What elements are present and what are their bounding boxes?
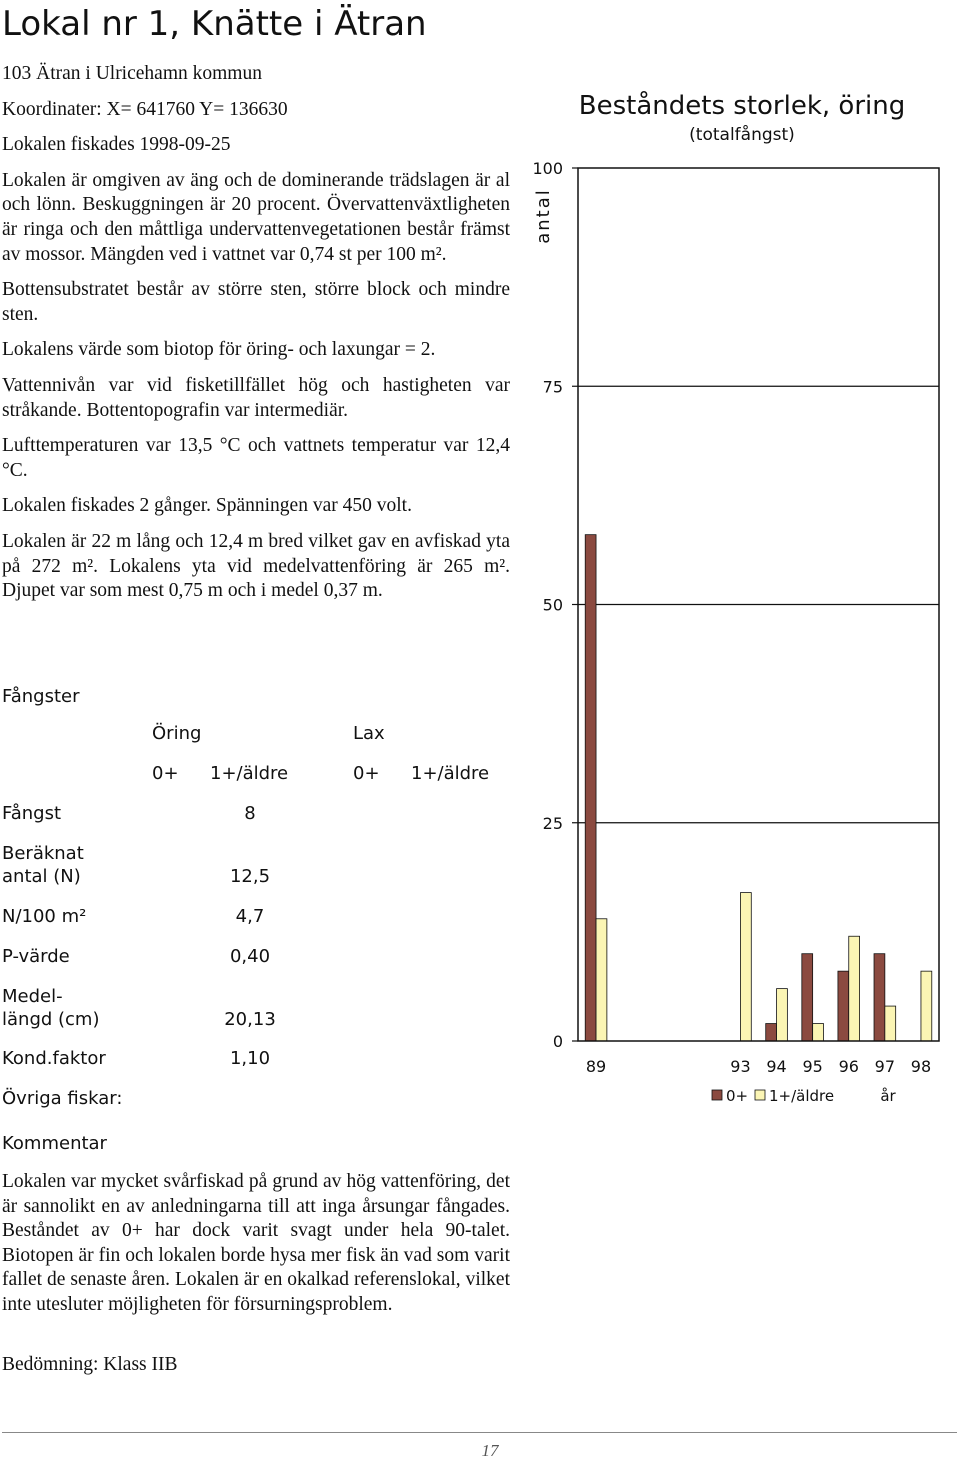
biotope-value-text: Lokalens värde som biotop för öring- och laxungar = 2. — [2, 339, 436, 361]
site-name: 103 Ätran i Ulricehamn kommun — [2, 63, 262, 84]
bar-93-series-1 — [740, 893, 751, 1041]
substrate-text: Bottensubstratet består av större sten, större block och mindre sten. — [2, 279, 510, 325]
row-label-density: N/100 m² — [2, 906, 87, 927]
page-number: 17 — [481, 1441, 499, 1460]
row-label-mean-length-line1: Medel- — [2, 986, 63, 1007]
other-fish-label: Övriga fiskar: — [2, 1088, 123, 1109]
y-tick-label-25: 25 — [542, 813, 563, 833]
site-description — [2, 62, 510, 615]
water-level-text: Vattennivån var vid fisketillfället hög och hastigheten var stråkande. Bottentopografin var intermediär. — [2, 374, 510, 421]
catches-heading: Fångster — [2, 686, 80, 707]
value-catch: 8 — [244, 803, 256, 824]
page-title: Lokal nr 1, Knätte i Ätran — [2, 4, 427, 44]
value-condition-factor: 1,10 — [229, 1048, 271, 1069]
value-density: 4,7 — [235, 906, 265, 927]
bar-98-series-1 — [921, 971, 932, 1041]
chart-subtitle: (totalfångst) — [689, 125, 795, 145]
chart-legend — [712, 1087, 897, 1105]
comment-text: Lokalen var mycket svårfiskad på grund av hög vattenföring, det är sannolikt en av anledningarna till att inga årsungar fångades. Beståndet av 0+ har dock varit svagt under hela 90-talet. Biotopen är fin och lokalen borde hysa mer fisk än vad som varit fallet de senaste åren. Lokalen är en okalkad referenslokal, vilket inte utesluter möjligheten för försurningsproblem. — [2, 1171, 510, 1315]
bar-89-series-1 — [596, 919, 607, 1041]
y-tick-label-75: 75 — [542, 377, 563, 397]
row-label-condition-factor: Kond.faktor — [2, 1048, 106, 1069]
x-tick-label-98: 98 — [910, 1057, 932, 1076]
row-label-catch: Fångst — [2, 803, 62, 824]
bar-96-series-1 — [849, 936, 860, 1041]
age-header-trout-0: 0+ — [152, 763, 179, 784]
age-header-salmon-1: 1+/äldre — [411, 763, 490, 784]
chart-ylabel: antal — [533, 188, 554, 244]
legend-label-1plus: 1+/äldre — [769, 1087, 835, 1105]
row-label-p-value: P-värde — [2, 946, 70, 967]
row-label-mean-length-line2: längd (cm) — [2, 1009, 100, 1030]
bar-95-series-1 — [813, 1024, 824, 1041]
row-label-estimated-count-line2: antal (N) — [2, 866, 81, 887]
y-tick-label-0: 0 — [552, 1032, 563, 1051]
value-mean-length: 20,13 — [224, 1009, 276, 1030]
chart-title: Beståndets storlek, öring — [578, 91, 906, 121]
bar-94-series-0 — [766, 1024, 777, 1041]
age-header-trout-1: 1+/äldre — [210, 763, 289, 784]
legend-label-0plus: 0+ — [726, 1087, 749, 1105]
value-p-value: 0,40 — [229, 946, 271, 967]
footer-rule — [2, 1432, 957, 1433]
bar-89-series-0 — [585, 535, 596, 1041]
x-tick-label-94: 94 — [766, 1057, 787, 1076]
x-tick-label-95: 95 — [802, 1057, 823, 1076]
bar-95-series-0 — [802, 954, 813, 1041]
x-tick-label-97: 97 — [874, 1057, 896, 1076]
population-chart — [526, 84, 946, 1114]
dimensions-text: Lokalen är 22 m lång och 12,4 m bred vilket gav en avfiskad yta på 272 m². Lokalens yta vid medelvattenföring är 265 m². Djupet var som mest 0,75 m och i medel 0,37 m. — [2, 530, 510, 602]
value-estimated-count: 12,5 — [229, 866, 271, 887]
temperature-text: Lufttemperaturen var 13,5 °C och vattnets temperatur var 12,4 °C. — [2, 435, 510, 481]
row-label-estimated-count-line1: Beräknat — [2, 843, 84, 864]
fishing-date: Lokalen fiskades 1998-09-25 — [2, 134, 231, 156]
x-tick-label-93: 93 — [730, 1057, 751, 1076]
bar-94-series-1 — [777, 989, 788, 1041]
fishing-runs-text: Lokalen fiskades 2 gånger. Spänningen var 450 volt. — [2, 495, 412, 517]
bar-97-series-1 — [885, 1006, 896, 1041]
x-tick-label-89: 89 — [585, 1057, 607, 1076]
legend-swatch-0plus — [712, 1090, 722, 1100]
assessment: Bedömning: Klass IIB — [2, 1354, 178, 1375]
chart-xlabel: år — [880, 1087, 896, 1105]
site-coordinates: Koordinater: X= 641760 Y= 136630 — [2, 98, 288, 120]
legend-swatch-1plus — [755, 1090, 765, 1100]
comment-heading: Kommentar — [2, 1133, 107, 1154]
y-tick-label-100: 100 — [532, 159, 563, 178]
x-tick-label-96: 96 — [838, 1057, 859, 1076]
y-tick-label-50: 50 — [542, 595, 563, 615]
species-header-salmon: Lax — [353, 723, 385, 744]
age-header-salmon-0: 0+ — [353, 763, 380, 784]
bar-97-series-0 — [874, 954, 885, 1041]
surroundings-text: Lokalen är omgiven av äng och de dominerande trädslagen är al och lönn. Beskuggningen är 20 procent. Övervattenväxtligheten är ringa och den måttliga undervattenvegetationen består främst av mossor. Mängden ved i vattnet var 0,74 st per 100 m². — [2, 169, 510, 265]
bar-96-series-0 — [838, 971, 849, 1041]
species-header-trout: Öring — [152, 723, 202, 744]
